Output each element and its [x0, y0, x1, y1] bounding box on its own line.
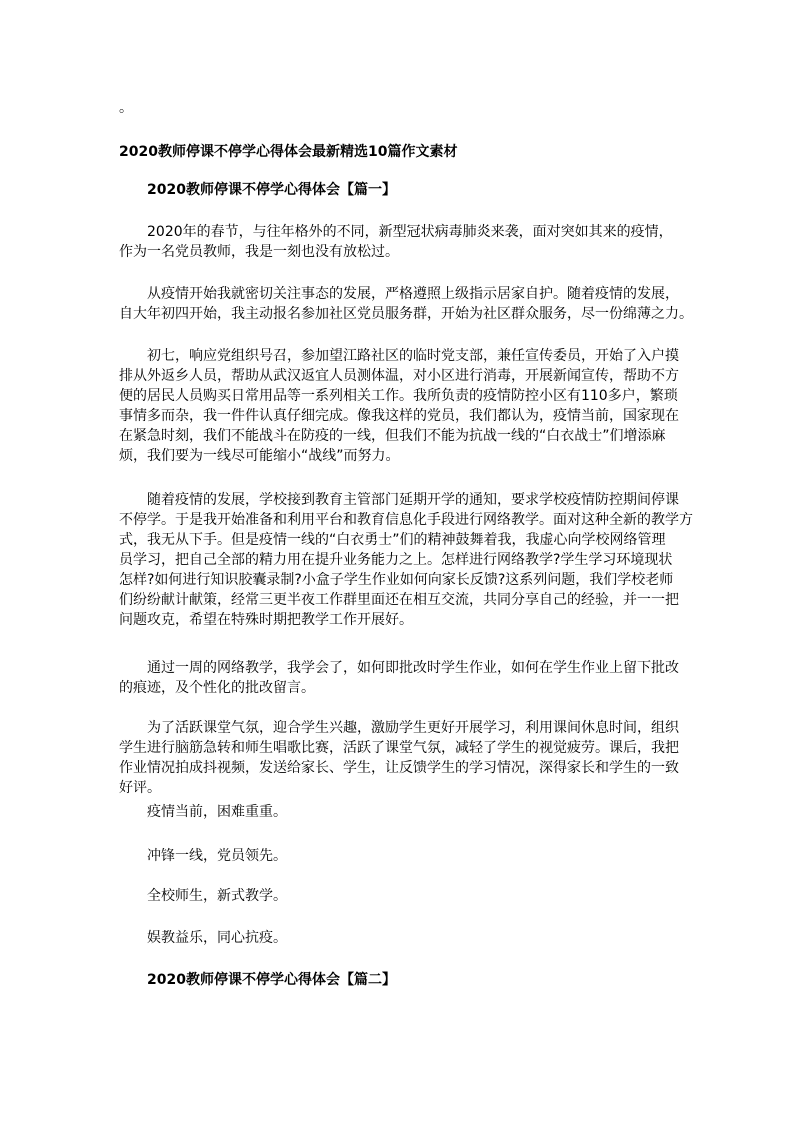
paragraph-4-line: 们纷纷献计献策，经常三更半夜工作群里面还在相互交流，共同分享自己的经验，并一一把 [119, 592, 679, 608]
document-title: 2020教师停课不停学心得体会最新精选10篇作文素材 [119, 144, 458, 160]
paragraph-6-line: 学生进行脑筋急转和师生唱歌比赛，活跃了课堂气氛，减轻了学生的视觉疲劳。课后，我把 [119, 740, 679, 756]
slogan-line: 全校师生，新式教学。 [147, 888, 287, 904]
paragraph-4-line: 员学习，把自己全部的精力用在提升业务能力之上。怎样进行网络教学?学生学习环境现状 [119, 552, 673, 568]
paragraph-1-line: 2020年的春节，与往年格外的不同，新型冠状病毒肺炎来袭，面对突如其来的疫情， [147, 224, 673, 240]
paragraph-4-line: 问题攻克，希望在特殊时期把教学工作开展好。 [119, 612, 413, 628]
paragraph-6-line: 作业情况拍成抖视频，发送给家长、学生，让反馈学生的学习情况，深得家长和学生的一致 [119, 760, 679, 776]
paragraph-3-line: 排从外返乡人员，帮助从武汉返宜人员测体温，对小区进行消毒，开展新闻宣传，帮助不方 [119, 368, 679, 384]
paragraph-3-line: 事情多而杂，我一件件认真仔细完成。像我这样的党员，我们都认为，疫情当前，国家现在 [119, 408, 679, 424]
slogan-line: 疫情当前，困难重重。 [147, 804, 287, 820]
paragraph-3-line: 烦，我们要为一线尽可能缩小“战线”而努力。 [119, 448, 400, 464]
section-heading-1: 2020教师停课不停学心得体会【篇一】 [147, 182, 396, 198]
paragraph-4-line: 不停学。于是我开始准备和利用平台和教育信息化手段进行网络教学。面对这种全新的教学方 [119, 512, 693, 528]
slogan-line: 娱教益乐，同心抗疫。 [147, 930, 287, 946]
paragraph-4-line: 怎样?如何进行知识胶囊录制?小盒子学生作业如何向家长反馈?这系列问题，我们学校老师 [119, 572, 674, 588]
paragraph-2-line: 从疫情开始我就密切关注事态的发展，严格遵照上级指示居家自护。随着疫情的发展， [147, 286, 679, 302]
paragraph-2-line: 自大年初四开始，我主动报名参加社区党员服务群，开始为社区群众服务，尽一份绵薄之力。 [119, 306, 693, 322]
paragraph-3-line: 初七，响应党组织号召，参加望江路社区的临时党支部，兼任宣传委员，开始了入户摸 [147, 348, 679, 364]
paragraph-5-line: 通过一周的网络教学，我学会了，如何即批改时学生作业，如何在学生作业上留下批改 [147, 660, 679, 676]
section-heading-2: 2020教师停课不停学心得体会【篇二】 [147, 972, 396, 988]
paragraph-3-line: 在紧急时刻，我们不能战斗在防疫的一线，但我们不能为抗战一线的“白衣战士”们增添麻 [119, 428, 666, 444]
paragraph-4-line: 式，我无从下手。但是疫情一线的“白衣勇士”们的精神鼓舞着我，我虚心向学校网络管理 [119, 532, 666, 548]
paragraph-4-line: 随着疫情的发展，学校接到教育主管部门延期开学的通知，要求学校疫情防控期间停课 [147, 492, 679, 508]
paragraph-6-line: 好评。 [119, 780, 161, 796]
paragraph-3-line: 便的居民人员购买日常用品等一系列相关工作。我所负责的疫情防控小区有110多户，繁琐 [119, 388, 678, 404]
slogan-line: 冲锋一线，党员领先。 [147, 848, 287, 864]
paragraph-5-line: 的痕迹，及个性化的批改留言。 [119, 680, 315, 696]
paragraph-1-line: 作为一名党员教师，我是一刻也没有放松过。 [119, 244, 399, 260]
paragraph-6-line: 为了活跃课堂气氛，迎合学生兴趣，激励学生更好开展学习，利用课间休息时间，组织 [147, 720, 679, 736]
orphan-punctuation: 。 [119, 100, 133, 116]
